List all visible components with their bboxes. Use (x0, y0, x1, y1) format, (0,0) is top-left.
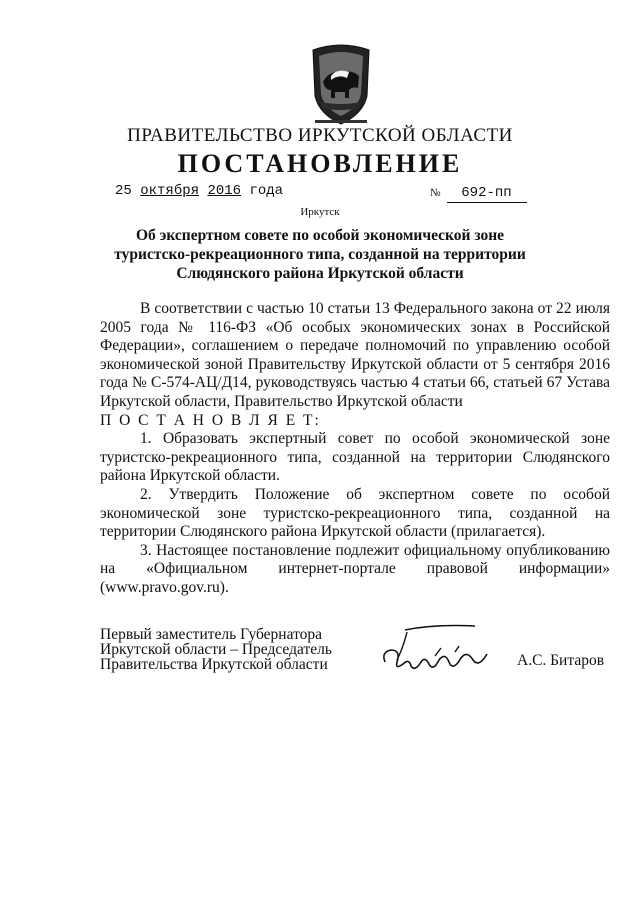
date-year: 2016 (207, 183, 242, 199)
organization-name: ПРАВИТЕЛЬСТВО ИРКУТСКОЙ ОБЛАСТИ (127, 125, 513, 146)
date-suffix: года (249, 183, 284, 199)
handwritten-signature-icon (375, 618, 500, 688)
number-symbol: № (430, 187, 441, 199)
item-2: 2. Утвердить Положение об экспертном совете по особой экономической зоне туристско-рекреационного типа, созданной на территории Слюдянского района Иркутской области (прилагается). (100, 485, 610, 541)
document-number (430, 184, 527, 203)
number-value: 692-пп (447, 184, 527, 203)
item-1: 1. Образовать экспертный совет по особой экономической зоне туристско-рекреационного типа, созданной на территории Слюдянского района Иркутской области. (100, 430, 610, 485)
document-date (115, 182, 283, 200)
document-type: ПОСТАНОВЛЕНИЕ (177, 149, 463, 178)
document-title: Об экспертном совете по особой экономической зоне туристско-рекреационного типа, созданной на территории Слюдянского района Иркутской области (114, 227, 526, 282)
date-day: 25 (115, 183, 132, 199)
position-line: Иркутской области – Председатель (100, 641, 332, 658)
position-line: Первый заместитель Губернатора (100, 626, 323, 643)
resolves-heading: П О С Т А Н О В Л Я Е Т: (100, 411, 321, 429)
item-3: 3. Настоящее постановление подлежит официальному опубликованию на «Официальном интернет-портале правовой информации» (www.pravo.gov.ru). (100, 541, 610, 596)
document-body (100, 300, 610, 598)
irkutsk-coat-of-arms-icon (303, 36, 379, 128)
position-line: Правительства Иркутской области (100, 656, 328, 673)
city: Иркутск (300, 206, 340, 218)
signatory-position (100, 627, 360, 672)
preamble-paragraph: В соответствии с частью 10 статьи 13 Федерального закона от 22 июля 2005 года № 116-ФЗ «Об особых экономических зонах в Российской Федерации», соглашением о передаче полномочий по управлению особой экономической зоной Правительству Иркутской области от 5 сентября 2016 года № С-574-АЦ/Д14, руководствуясь частью 4 статьи 66, статьей 67 Устава Иркутской области, Правительство Иркутской области (100, 300, 610, 410)
signer-name: А.С. Битаров (517, 652, 605, 669)
date-month: октября (140, 183, 200, 199)
